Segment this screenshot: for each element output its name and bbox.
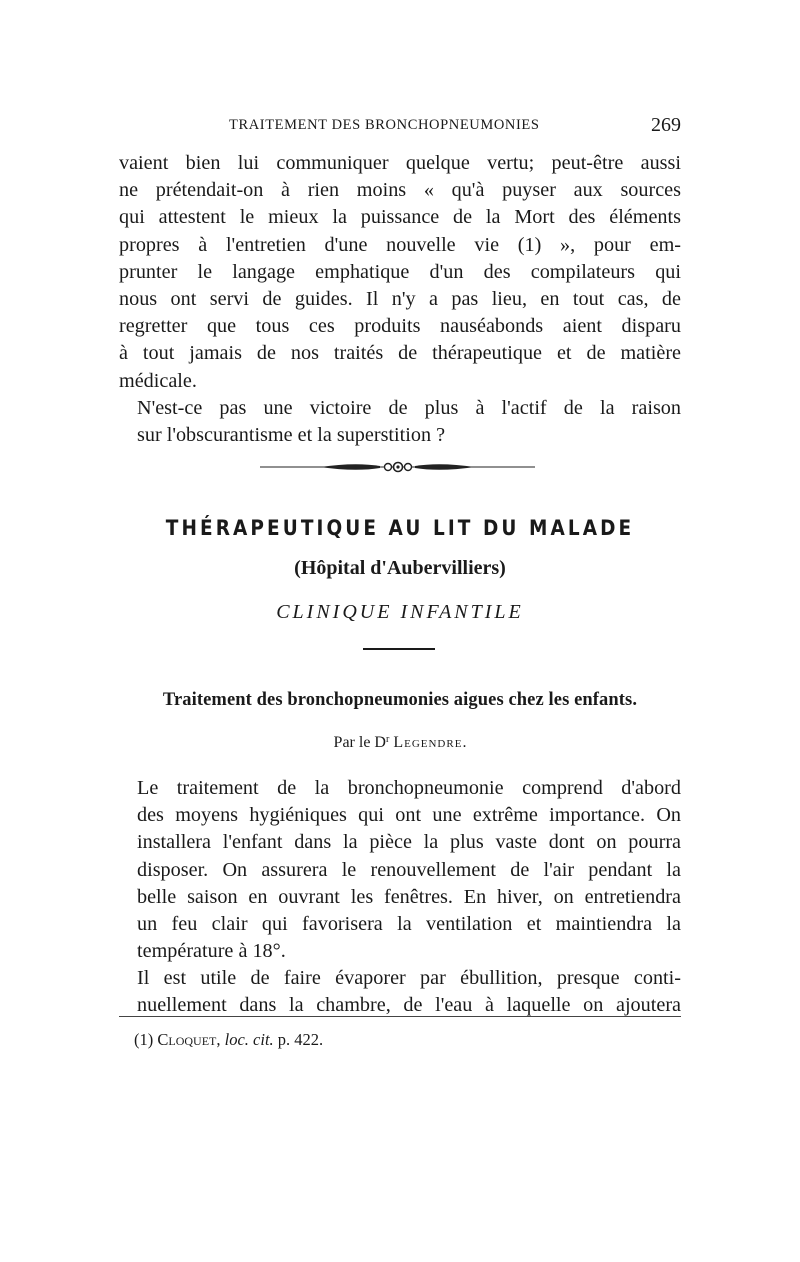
- text-line: sur l'obscurantisme et la superstition ?: [137, 424, 446, 447]
- section-clinique: CLINIQUE INFANTILE: [276, 601, 524, 623]
- author-prefix: Par le D: [333, 734, 386, 751]
- text-line: ne prétendait-on à rien moins « qu'à puyser aux sources: [119, 179, 681, 202]
- text-line: installera l'enfant dans la pièce la plus vaste dont on pourra: [137, 831, 681, 854]
- text-line: disposer. On assurera le renouvellement de l'air pendant la: [137, 858, 681, 881]
- article-title: Traitement des bronchopneumonies aigues chez les enfants.: [162, 690, 638, 710]
- text-line: propres à l'entretien d'une nouvelle vie (1) », pour em-: [119, 233, 681, 256]
- running-head-title: TRAITEMENT DES BRONCHOPNEUMONIES: [229, 117, 540, 133]
- text-line: vaient bien lui communiquer quelque vertu; peut-être aussi: [119, 152, 681, 174]
- running-head: [119, 114, 681, 139]
- footnote-page: p. 422.: [277, 1030, 324, 1049]
- footnote-ref: loc. cit.: [224, 1030, 274, 1049]
- article-author: [0, 734, 800, 752]
- page-number: 269: [651, 114, 681, 136]
- footnote-author: Cloquet: [157, 1030, 217, 1049]
- text-line: un feu clair qui favorisera la ventilation et maintiendra la: [137, 913, 681, 936]
- text-line: médicale.: [119, 369, 197, 392]
- text-line: nuellement dans la chambre, de l'eau à laquelle on ajoutera: [137, 994, 681, 1017]
- short-rule: [363, 648, 435, 650]
- paragraph-4: [119, 965, 681, 1019]
- author-suffix: .: [462, 734, 467, 751]
- text-line: à tout jamais de nos traités de thérapeutique et de matière: [119, 342, 681, 365]
- footnote-rule: [119, 1016, 681, 1017]
- text-line: belle saison en ouvrant les fenêtres. En hiver, on entretiendra: [137, 885, 681, 908]
- text-line: prunter le langage emphatique d'un des compilateurs qui: [119, 260, 681, 283]
- text-line: qui attestent le mieux la puissance de la Mort des éléments: [119, 206, 681, 229]
- text-line: N'est-ce pas une victoire de plus à l'actif de la raison: [137, 397, 681, 419]
- text-line: Il est utile de faire évaporer par ébullition, presque conti-: [137, 967, 681, 989]
- footnote: (1) Cloquet, loc. cit. p. 422.: [134, 1030, 324, 1049]
- text-line: des moyens hygiéniques qui ont une extrême importance. On: [137, 804, 681, 827]
- footnote-marker: (1): [134, 1030, 154, 1049]
- text-line: température à 18°.: [137, 940, 286, 963]
- section-title: THÉRAPEUTIQUE AU LIT DU MALADE: [165, 516, 635, 540]
- section-subtitle: (Hôpital d'Aubervilliers): [294, 557, 506, 579]
- paragraph-2: [119, 395, 681, 449]
- paragraph-1: [119, 150, 681, 395]
- ornament-divider: [260, 460, 535, 474]
- author-superscript: r: [385, 734, 390, 745]
- text-line: Le traitement de la bronchopneumonie comprend d'abord: [137, 777, 681, 799]
- author-name: Legendre: [393, 734, 463, 751]
- text-line: regretter que tous ces produits nauséabonds aient disparu: [119, 315, 681, 338]
- text-line: nous ont servi de guides. Il n'y a pas lieu, en tout cas, de: [119, 288, 681, 311]
- paragraph-3: [119, 775, 681, 965]
